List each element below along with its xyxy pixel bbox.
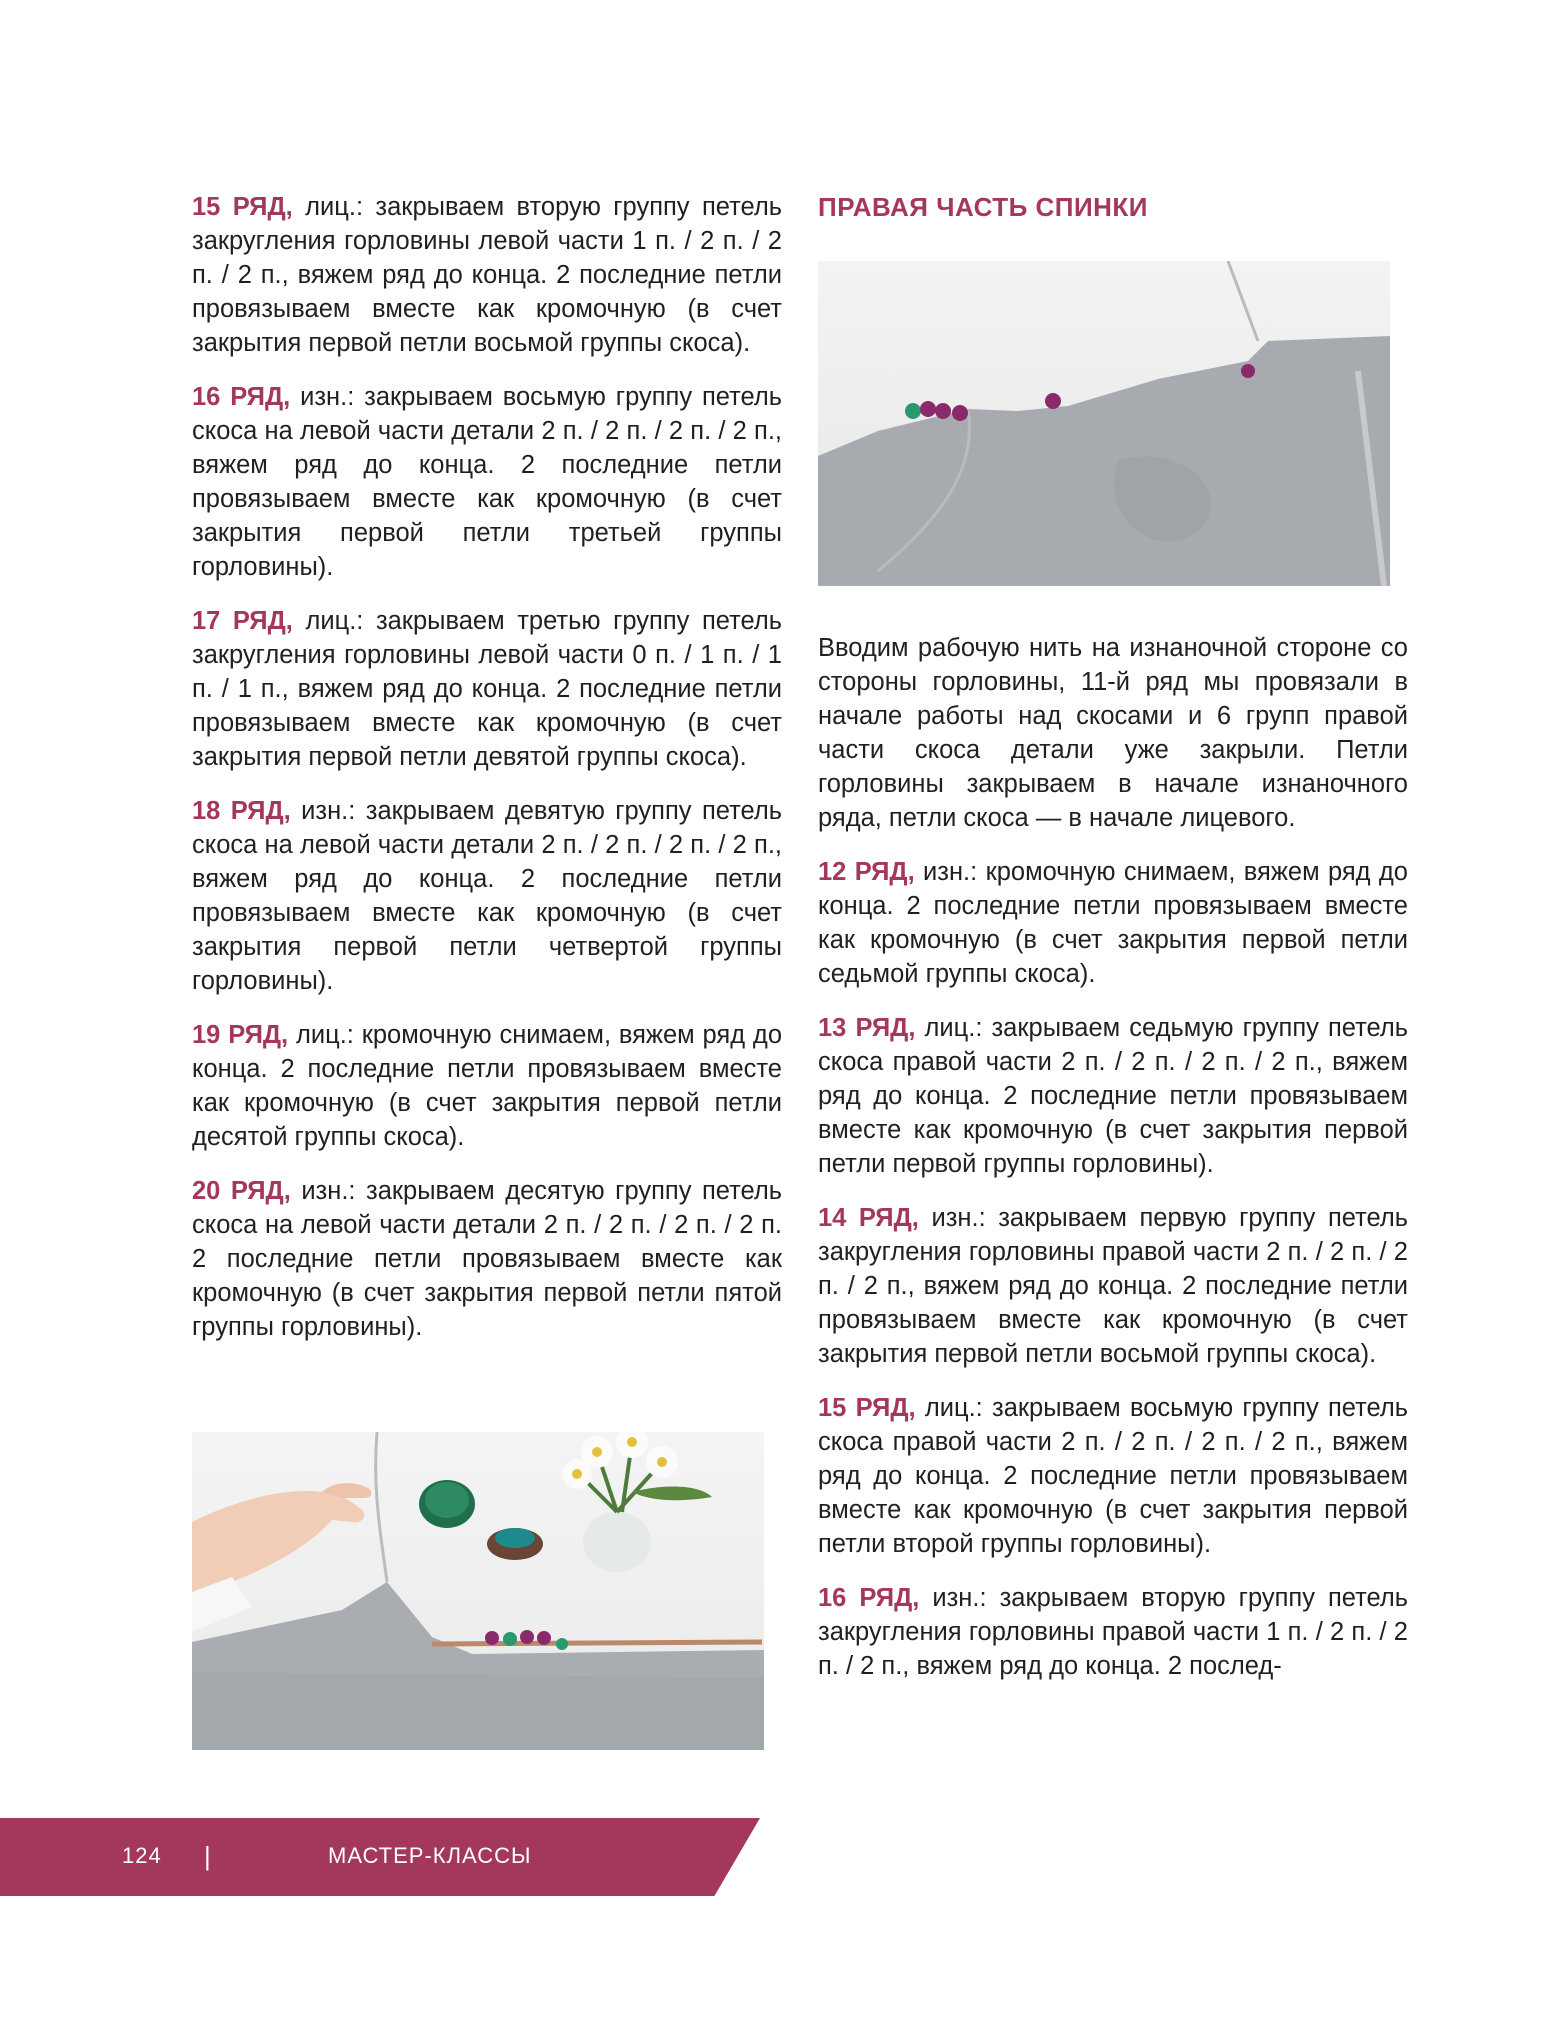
- row-label: 12 РЯД,: [818, 858, 915, 886]
- row-instruction: [818, 855, 1408, 991]
- row-text: лиц.: закрываем вторую группу петель закругления горловины левой части 1 п. / 2 п. / 2 п. / 2 п., вяжем ряд до конца. 2 последние петли провязываем вместе как кромочную (в счет закрытия первой петли восьмой группы скоса).: [192, 193, 782, 357]
- row-label: 16 РЯД,: [818, 1584, 920, 1612]
- page-number: 124: [122, 1843, 162, 1868]
- row-label: 14 РЯД,: [818, 1204, 919, 1232]
- knitting-illustration: [818, 261, 1390, 586]
- row-text: изн.: закрываем первую группу петель закругления горловины правой части 2 п. / 2 п. / 2 п. / 2 п., вяжем ряд до конца. 2 последние петли провязываем вместе как кромочную (в счет закрытия первой петли восьмой группы скоса).: [818, 1204, 1409, 1368]
- row-text: лиц.: закрываем седьмую группу петель скоса правой части 2 п. / 2 п. / 2 п. / 2 п., вяжем ряд до конца. 2 последние петли провязываем вместе как кромочную (в счет закрытия первой петли первой группы горловины).: [818, 1014, 1408, 1178]
- right-column: [818, 190, 1408, 1703]
- row-instruction: [818, 1581, 1408, 1683]
- footer-section-title: МАСТЕР-КЛАССЫ: [328, 1843, 532, 1868]
- row-label: 19 РЯД,: [192, 1021, 289, 1049]
- row-instruction: [192, 380, 782, 584]
- row-instruction: [192, 604, 782, 774]
- row-label: 17 РЯД,: [192, 607, 293, 635]
- row-instruction: [192, 190, 782, 360]
- row-label: 18 РЯД,: [192, 797, 291, 825]
- section-heading: ПРАВАЯ ЧАСТЬ СПИНКИ: [818, 192, 1148, 222]
- row-text: лиц.: закрываем восьмую группу петель скоса правой части 2 п. / 2 п. / 2 п. / 2 п., вяжем ряд до конца. 2 последние петли провязываем вместе как кромочную (в счет закрытия первой петли второй группы горловины).: [818, 1394, 1408, 1558]
- knitting-photo-right-back: [818, 261, 1390, 586]
- row-text: изн.: закрываем десятую группу петель скоса на левой части детали 2 п. / 2 п. / 2 п. / 2 п. 2 последние петли провязываем вместе как кромочную (в счет закрытия первой петли пятой группы горловины).: [192, 1177, 782, 1341]
- row-text: лиц.: закрываем третью группу петель закругления горловины левой части 0 п. / 1 п. / 1 п. / 1 п., вяжем ряд до конца. 2 последние петли провязываем вместе как кромочную (в счет закрытия первой петли девятой группы скоса).: [192, 607, 782, 771]
- row-label: 15 РЯД,: [192, 193, 293, 221]
- row-label: 16 РЯД,: [192, 383, 291, 411]
- knitting-illustration: [192, 1432, 764, 1750]
- footer-separator: |: [204, 1841, 212, 1871]
- row-instruction: [818, 1011, 1408, 1181]
- row-text: изн.: закрываем вторую группу петель закругления горловины правой части 1 п. / 2 п. / 2 п. / 2 п., вяжем ряд до конца. 2 послед-: [818, 1584, 1409, 1680]
- row-label: 13 РЯД,: [818, 1014, 916, 1042]
- row-instruction: [818, 1391, 1408, 1561]
- row-text: изн.: закрываем девятую группу петель скоса на левой части детали 2 п. / 2 п. / 2 п. / 2 п., вяжем ряд до конца. 2 последние петли провязываем вместе как кромочную (в счет закрытия первой петли четвертой группы горловины).: [192, 797, 782, 995]
- row-label: 20 РЯД,: [192, 1177, 291, 1205]
- row-text: лиц.: кромочную снимаем, вяжем ряд до конца. 2 последние петли провязываем вместе как кромочную (в счет закрытия первой петли десятой группы скоса).: [192, 1021, 782, 1151]
- row-text: изн.: кромочную снимаем, вяжем ряд до конца. 2 последние петли провязываем вместе как кромочную (в счет закрытия первой петли седьмой группы скоса).: [818, 858, 1408, 988]
- intro-paragraph: Вводим рабочую нить на изнаночной стороне со стороны горловины, 11-й ряд мы провязали в начале работы над скосами и 6 групп правой части скоса детали уже закрыли. Петли горловины закрываем в начале изнаночного ряда, петли скоса — в начале лицевого.: [818, 634, 1408, 832]
- left-column: [192, 190, 782, 1364]
- row-text: изн.: закрываем восьмую группу петель скоса на левой части детали 2 п. / 2 п. / 2 п. / 2 п., вяжем ряд до конца. 2 последние петли провязываем вместе как кромочную (в счет закрытия первой петли третьей группы горловины).: [192, 383, 783, 581]
- row-label: 15 РЯД,: [818, 1394, 916, 1422]
- row-instruction: [192, 1018, 782, 1154]
- knitting-photo-with-flowers: [192, 1432, 764, 1750]
- row-instruction: [192, 1174, 782, 1344]
- row-instruction: [818, 1201, 1408, 1371]
- row-instruction: [192, 794, 782, 998]
